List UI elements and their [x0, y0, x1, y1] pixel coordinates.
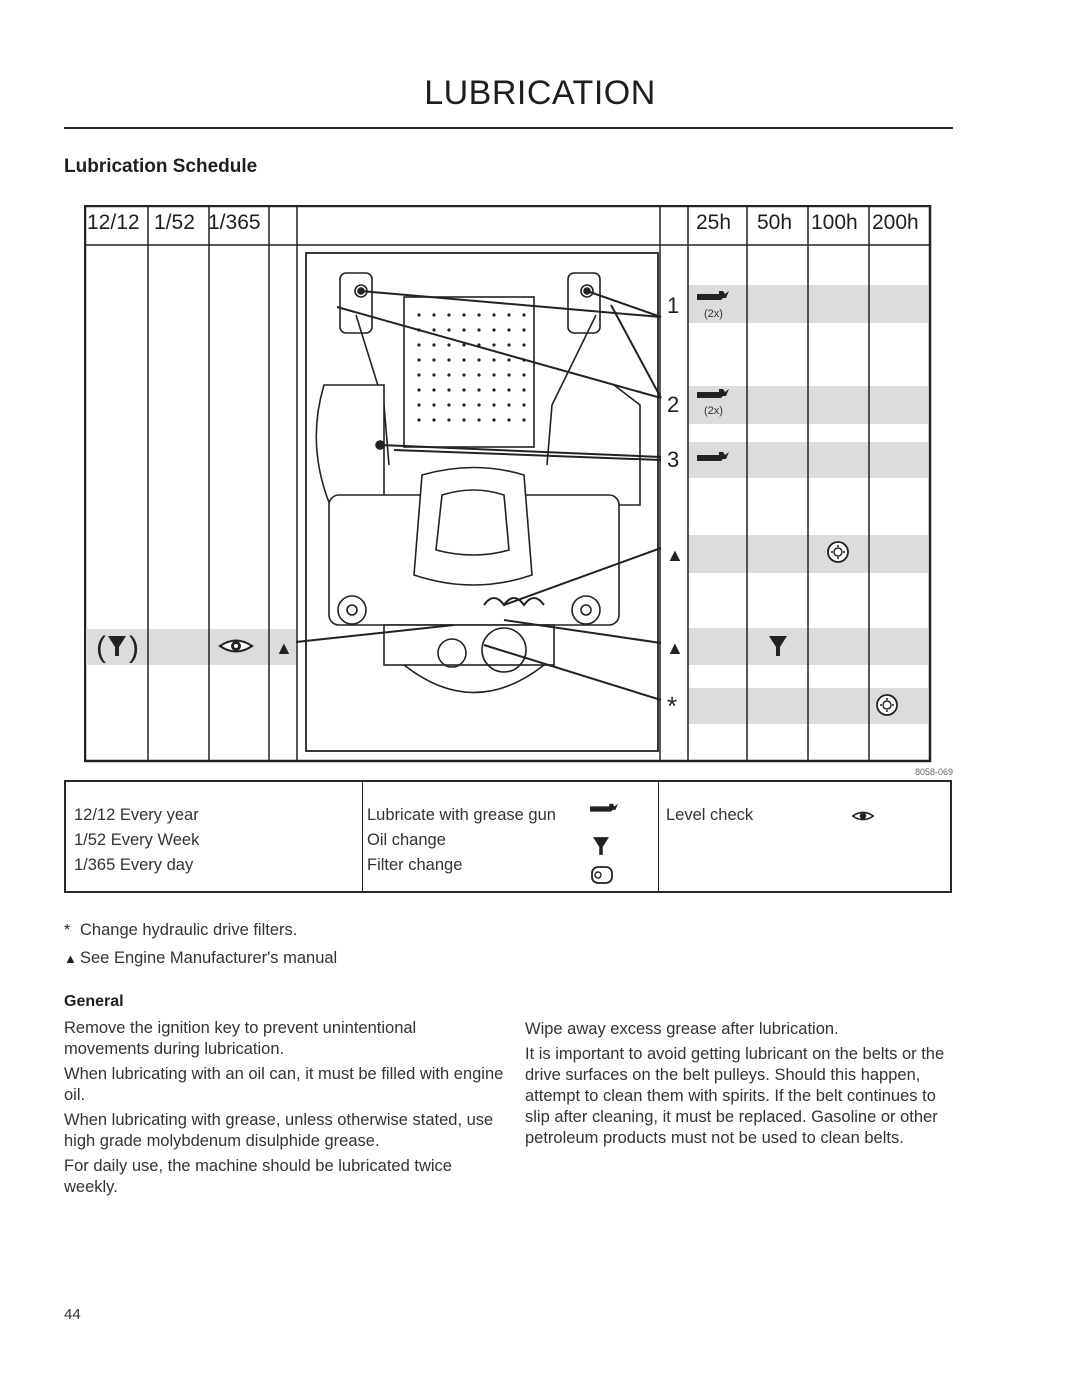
- lubrication-schedule-chart: [84, 205, 934, 765]
- note-asterisk: [64, 921, 297, 940]
- row-1-note: (2x): [704, 308, 723, 320]
- title-divider: [64, 127, 953, 129]
- general-paragraph: Wipe away excess grease after lubrication.: [525, 1020, 839, 1038]
- note-triangle: [64, 949, 337, 968]
- grease-gun-icon: [590, 802, 618, 816]
- svg-text:): ): [129, 631, 139, 664]
- filter-icon: [828, 542, 848, 562]
- row-2-note: (2x): [704, 405, 723, 417]
- legend-interval-daily: 1/365 Every day: [74, 856, 194, 874]
- filter-icon: [590, 865, 614, 885]
- general-paragraph: When lubricating with an oil can, it must be filled with engine oil.: [64, 1065, 504, 1104]
- header-1-52: 1/52: [154, 211, 195, 234]
- general-heading: General: [64, 993, 124, 1010]
- general-paragraph: For daily use, the machine should be lubricated twice weekly.: [64, 1157, 452, 1196]
- asterisk-mark: *: [64, 922, 71, 939]
- legend-box: [64, 780, 952, 893]
- row-1-label: 1: [667, 293, 680, 318]
- header-25h: 25h: [696, 211, 732, 234]
- svg-text:(: (: [96, 631, 106, 664]
- legend-check-level: Level check: [666, 806, 754, 824]
- legend-action-oil: Oil change: [367, 831, 446, 849]
- general-paragraph: Remove the ignition key to prevent unintentional movements during lubrication.: [64, 1019, 417, 1058]
- figure-code: 8058-069: [914, 767, 953, 777]
- level-check-icon: [852, 809, 874, 823]
- triangle-mark: ▲: [64, 951, 77, 966]
- legend-action-filter: Filter change: [367, 856, 463, 874]
- mower-illustration: [306, 253, 658, 751]
- general-paragraph: It is important to avoid getting lubricant on the belts or the drive surfaces on the belt pulleys. Should this happen, attempt to clean them with spirits. If the belt continues to slip after cleaning, it must be replaced. Gasoline or other petroleum products must not be used to clean belts.: [525, 1045, 945, 1147]
- row-6-label: *: [667, 691, 678, 721]
- general-paragraph: When lubricating with grease, unless otherwise stated, use high grade molybdenum disulphide grease.: [64, 1111, 494, 1150]
- row-2-label: 2: [667, 392, 680, 417]
- legend-divider: [658, 782, 659, 891]
- row-5-label: ▲: [666, 638, 684, 658]
- row-4-label: ▲: [666, 545, 684, 565]
- oil-drop-icon: [593, 837, 609, 855]
- left-row-ref: ▲: [275, 638, 293, 658]
- legend-divider: [362, 782, 363, 891]
- note-asterisk-text: Change hydraulic drive filters.: [80, 921, 298, 939]
- section-heading: Lubrication Schedule: [64, 156, 258, 177]
- legend-interval-weekly: 1/52 Every Week: [74, 831, 200, 849]
- page-number: 44: [64, 1306, 81, 1323]
- filter-icon: [877, 695, 897, 715]
- header-200h: 200h: [872, 211, 919, 234]
- legend-action-grease: Lubricate with grease gun: [367, 806, 556, 824]
- header-12-12: 12/12: [87, 211, 140, 234]
- row-3-label: 3: [667, 447, 680, 472]
- header-100h: 100h: [811, 211, 858, 234]
- legend-interval-yearly: 12/12 Every year: [74, 806, 199, 824]
- page-title: LUBRICATION: [424, 74, 656, 112]
- note-triangle-text: See Engine Manufacturer's manual: [80, 949, 338, 967]
- header-1-365: 1/365: [208, 211, 261, 234]
- level-check-icon: [220, 641, 252, 652]
- header-50h: 50h: [757, 211, 793, 234]
